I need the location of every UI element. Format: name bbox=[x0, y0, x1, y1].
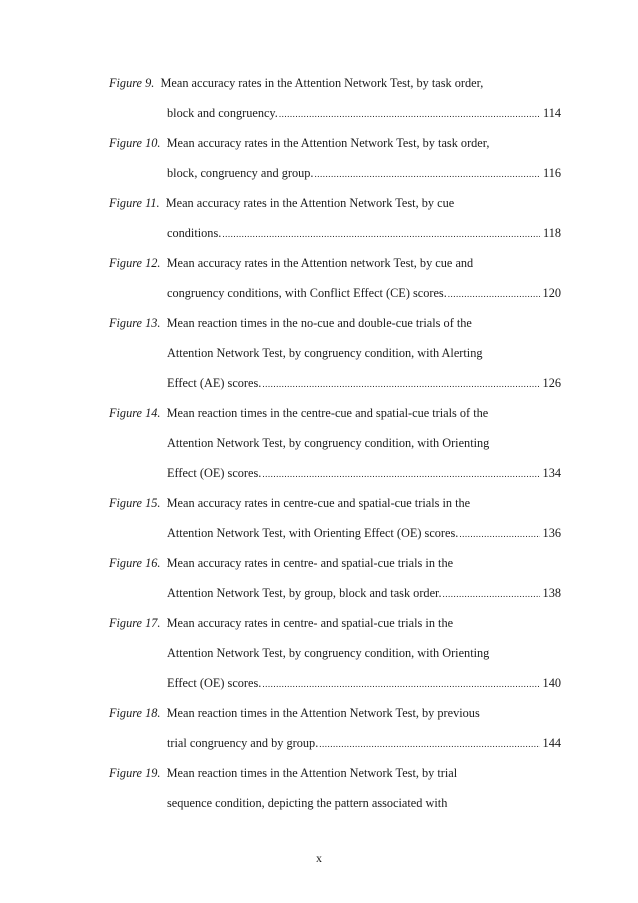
figure-number: Figure 12. bbox=[109, 256, 161, 270]
figure-entry-continuation-line bbox=[109, 668, 561, 698]
figure-entry-continuation-line bbox=[109, 428, 561, 458]
figure-number: Figure 16. bbox=[109, 556, 161, 570]
dot-leader bbox=[222, 219, 540, 249]
figure-caption-continued: Attention Network Test, by congruency condition, with Alerting bbox=[167, 346, 483, 360]
figure-entry-continuation-line bbox=[109, 638, 561, 668]
figure-entry-continuation-line bbox=[109, 98, 561, 128]
page-reference: 120 bbox=[542, 286, 561, 300]
figure-entry-first-line bbox=[109, 698, 561, 728]
figure-caption: Mean accuracy rates in the Attention network Test, by cue and bbox=[166, 256, 474, 270]
figure-caption-continued: Attention Network Test, by group, block and task order. bbox=[167, 586, 442, 600]
figure-entry-continuation-line bbox=[109, 458, 561, 488]
dot-leader bbox=[262, 369, 539, 399]
figure-entry-continuation-line bbox=[109, 728, 561, 758]
list-of-figures bbox=[109, 68, 561, 818]
figure-entry-first-line bbox=[109, 248, 561, 278]
dot-leader bbox=[459, 519, 539, 549]
figure-entry-continuation-line bbox=[109, 338, 561, 368]
figure-caption-continued: block and congruency. bbox=[167, 106, 278, 120]
figure-caption: Mean accuracy rates in centre- and spatial-cue trials in the bbox=[166, 556, 454, 570]
page-reference: 140 bbox=[542, 676, 561, 690]
dot-leader bbox=[262, 669, 539, 699]
figure-number: Figure 9. bbox=[109, 76, 155, 90]
figure-caption: Mean accuracy rates in the Attention Network Test, by task order, bbox=[160, 76, 484, 90]
figure-caption: Mean reaction times in the Attention Network Test, by trial bbox=[166, 766, 458, 780]
page-reference: 118 bbox=[543, 226, 561, 240]
figure-entry-continuation-line bbox=[109, 158, 561, 188]
dot-leader bbox=[443, 579, 540, 609]
figure-caption-continued: Effect (OE) scores. bbox=[167, 676, 262, 690]
page-reference: 116 bbox=[543, 166, 561, 180]
figure-entry-first-line bbox=[109, 128, 561, 158]
figure-entry-continuation-line bbox=[109, 368, 561, 398]
dot-leader bbox=[319, 729, 539, 759]
figure-caption-continued: sequence condition, depicting the pattern associated with bbox=[167, 796, 448, 810]
figure-number: Figure 10. bbox=[109, 136, 161, 150]
figure-caption: Mean reaction times in the centre-cue and spatial-cue trials of the bbox=[166, 406, 489, 420]
dot-leader bbox=[448, 279, 540, 309]
figure-caption-continued: trial congruency and by group. bbox=[167, 736, 319, 750]
figure-entry-first-line bbox=[109, 68, 561, 98]
figure-entry-first-line bbox=[109, 398, 561, 428]
figure-caption-continued: Attention Network Test, by congruency condition, with Orienting bbox=[167, 646, 490, 660]
page-reference: 136 bbox=[542, 526, 561, 540]
page-reference: 126 bbox=[542, 376, 561, 390]
figure-number: Figure 18. bbox=[109, 706, 161, 720]
figure-entry-first-line bbox=[109, 548, 561, 578]
figure-entry-first-line bbox=[109, 758, 561, 788]
figure-caption: Mean reaction times in the Attention Network Test, by previous bbox=[166, 706, 480, 720]
figure-caption: Mean accuracy rates in the Attention Network Test, by cue bbox=[165, 196, 455, 210]
figure-entry-first-line bbox=[109, 188, 561, 218]
figure-caption: Mean accuracy rates in centre- and spatial-cue trials in the bbox=[166, 616, 454, 630]
page-reference: 138 bbox=[542, 586, 561, 600]
figure-number: Figure 11. bbox=[109, 196, 160, 210]
figure-caption-continued: Effect (AE) scores. bbox=[167, 376, 262, 390]
figure-caption-continued: Effect (OE) scores. bbox=[167, 466, 262, 480]
figure-caption-continued: conditions. bbox=[167, 226, 222, 240]
figure-entry-first-line bbox=[109, 608, 561, 638]
figure-number: Figure 17. bbox=[109, 616, 161, 630]
figure-entry-continuation-line bbox=[109, 278, 561, 308]
figure-caption-continued: congruency conditions, with Conflict Effect (CE) scores. bbox=[167, 286, 447, 300]
figure-entry-continuation-line bbox=[109, 518, 561, 548]
figure-entry-first-line bbox=[109, 488, 561, 518]
page-reference: 114 bbox=[543, 106, 561, 120]
page-reference: 134 bbox=[542, 466, 561, 480]
figure-caption-continued: block, congruency and group. bbox=[167, 166, 314, 180]
figure-caption-continued: Attention Network Test, by congruency condition, with Orienting bbox=[167, 436, 490, 450]
figure-caption-continued: Attention Network Test, with Orienting Effect (OE) scores. bbox=[167, 526, 459, 540]
page-number: x bbox=[316, 851, 322, 865]
dot-leader bbox=[262, 459, 539, 489]
figure-number: Figure 15. bbox=[109, 496, 161, 510]
dot-leader bbox=[279, 99, 540, 129]
figure-number: Figure 14. bbox=[109, 406, 161, 420]
page-reference: 144 bbox=[542, 736, 561, 750]
figure-number: Figure 19. bbox=[109, 766, 161, 780]
figure-number: Figure 13. bbox=[109, 316, 161, 330]
figure-caption: Mean accuracy rates in centre-cue and spatial-cue trials in the bbox=[166, 496, 471, 510]
figure-caption: Mean reaction times in the no-cue and double-cue trials of the bbox=[166, 316, 472, 330]
figure-entry-continuation-line bbox=[109, 218, 561, 248]
figure-entry-continuation-line bbox=[109, 788, 561, 818]
figure-entry-continuation-line bbox=[109, 578, 561, 608]
figure-caption: Mean accuracy rates in the Attention Network Test, by task order, bbox=[166, 136, 490, 150]
figure-entry-first-line bbox=[109, 308, 561, 338]
dot-leader bbox=[315, 159, 541, 189]
